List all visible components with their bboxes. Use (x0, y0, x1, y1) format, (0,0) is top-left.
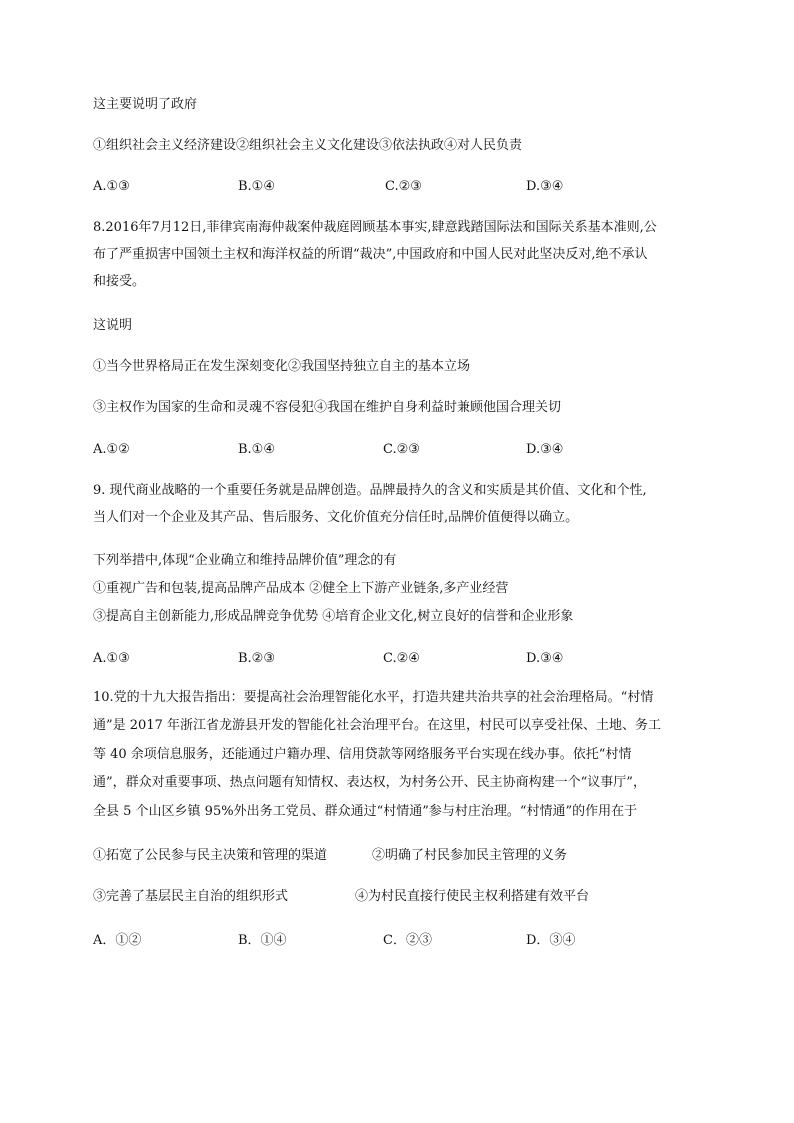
q9-option-b[interactable]: B.②③ (238, 651, 275, 666)
q8-option-a[interactable]: A.①② (93, 442, 130, 457)
q8-stem-line: 和接受。 (93, 274, 146, 289)
q7-tail: 这主要说明了政府 (93, 97, 198, 112)
q7-statements: ①组织社会主义经济建设②组织社会主义文化建设③依法执政④对人民负责 (93, 138, 523, 153)
q8-option-d[interactable]: D.③④ (526, 442, 564, 457)
q8-option-c[interactable]: C.②③ (383, 442, 420, 457)
q10-option-b[interactable]: B．①④ (238, 933, 287, 948)
q10-stem-line: 通”，群众对重要事项、热点问题有知情权、表达权，为村务公开、民主协商构建一个“议事厅”， (93, 775, 646, 790)
q10-statement-1: ①拓宽了公民参与民主决策和管理的渠道 (93, 848, 328, 863)
q9-stem-line: 当人们对一个企业及其产品、售后服务、文化价值充分信任时,品牌价值便得以确立。 (93, 510, 579, 525)
q10-statement-2: ②明确了村民参加民主管理的义务 (372, 848, 568, 863)
q10-option-d[interactable]: D．③④ (526, 933, 576, 948)
q9-statement: ③提高自主创新能力,形成品牌竞争优势 ④培育企业文化,树立良好的信誉和企业形象 (93, 609, 574, 624)
q10-statement-3: ③完善了基层民主自治的组织形式 (93, 889, 289, 904)
q8-stem-line: 布了严重损害中国领土主权和海洋权益的所谓“裁决”,中国政府和中国人民对此坚决反对,绝不承认 (93, 247, 648, 262)
q10-stem-line: 等 40 余项信息服务，还能通过户籍办理、信用贷款等网络服务平台实现在线办事。依托“村情 (93, 747, 632, 762)
q8-lead: 这说明 (93, 318, 133, 333)
q7-option-b[interactable]: B.①④ (238, 179, 275, 194)
q10-stem-line: 全县 5 个山区乡镇 95%外出务工党员、群众通过“村情通”参与村庄治理。“村情通”的作用在于 (93, 804, 638, 819)
q10-stem-line: 通”是 2017 年浙江省龙游县开发的智能化社会治理平台。在这里，村民可以享受社保、土地、务工 (93, 718, 661, 733)
q10-option-a[interactable]: A．①② (93, 933, 142, 948)
q7-option-c[interactable]: C.②③ (385, 179, 422, 194)
q9-option-d[interactable]: D.③④ (526, 651, 564, 666)
q10-statement-4: ④为村民直接行使民主权利搭建有效平台 (355, 889, 590, 904)
q10-stem-line: 10.党的十九大报告指出：要提高社会治理智能化水平，打造共建共治共享的社会治理格局。“村情 (93, 690, 654, 705)
q10-option-c[interactable]: C．②③ (383, 933, 432, 948)
q9-statement: ①重视广告和包装,提高品牌产品成本 ②健全上下游产业链条,多产业经营 (93, 581, 509, 596)
q9-option-a[interactable]: A.①③ (93, 651, 130, 666)
q7-option-a[interactable]: A.①③ (93, 179, 130, 194)
q9-option-c[interactable]: C.②④ (383, 651, 420, 666)
q8-statement: ①当今世界格局正在发生深刻变化②我国坚持独立自主的基本立场 (93, 359, 471, 374)
q8-statement: ③主权作为国家的生命和灵魂不容侵犯④我国在维护自身利益时兼顾他国合理关切 (93, 400, 562, 415)
q7-option-d[interactable]: D.③④ (526, 179, 564, 194)
q8-option-b[interactable]: B.①④ (238, 442, 275, 457)
q8-stem-line: 8.2016年7月12日,菲律宾南海仲裁案仲裁庭罔顾基本事实,肆意践踏国际法和国际关系基本准则,公 (93, 220, 657, 235)
q9-lead: 下列举措中,体现“企业确立和维持品牌价值”理念的有 (93, 553, 397, 568)
q9-stem-line: 9. 现代商业战略的一个重要任务就是品牌创造。品牌最持久的含义和实质是其价值、文化和个性, (93, 483, 647, 498)
